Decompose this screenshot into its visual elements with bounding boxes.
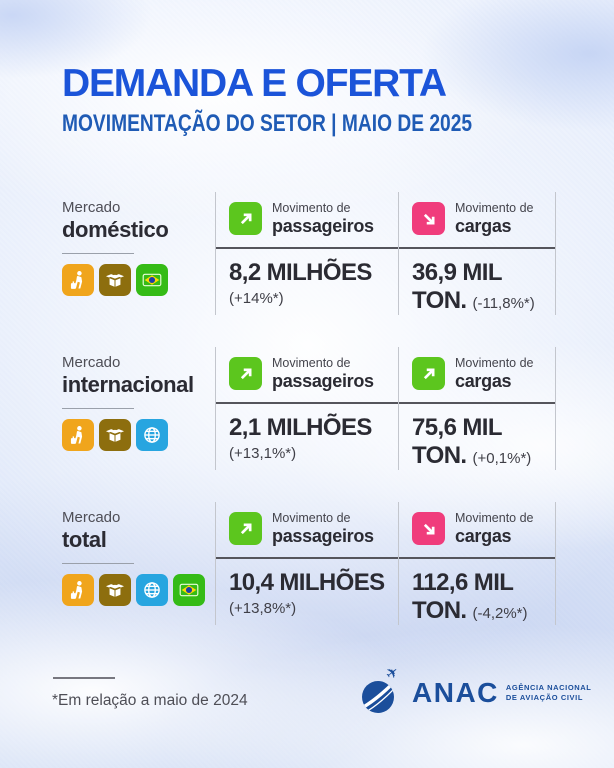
cargo-stat [398,192,555,315]
airplane-icon: ✈ [382,662,403,684]
globe-icon [136,419,168,451]
passengers-stat [215,502,398,625]
market-label-name: total [62,526,107,552]
header-text [272,511,374,547]
footnote: *Em relação a maio de 2024 [52,692,248,709]
passengers-value [216,559,398,617]
value-line2 [412,442,555,470]
passenger-icon [62,574,94,606]
passengers-header [216,192,398,249]
delta-text: (+13,1%*) [229,445,297,462]
anac-subtitle-line1: AGÊNCIA NACIONAL [505,683,592,693]
cargo-header [399,502,555,559]
header-small: Movimento de [272,201,351,215]
anac-globe-icon [358,662,406,718]
value-text: 2,1 MILHÕES [229,413,372,441]
page-title: DEMANDA E OFERTA [62,62,446,105]
footnote-divider [53,677,115,679]
trend-up-icon [229,357,262,390]
passengers-stat [215,347,398,470]
trend-up-icon [229,202,262,235]
header-bold: passageiros [272,371,374,391]
cargo-box-icon [99,264,131,296]
market-label [62,510,205,606]
label-divider [62,563,134,564]
passenger-icon [62,264,94,296]
trend-up-icon [229,512,262,545]
value-line2 [412,287,555,315]
cargo-box-icon [99,419,131,451]
section-internacional [0,347,614,477]
anac-logo [358,662,592,718]
header-small: Movimento de [455,201,534,215]
section-total [0,502,614,632]
stats-grid [215,192,556,315]
market-label-small: Mercado [62,509,121,526]
delta-text: (+13,8%*) [229,600,297,617]
cargo-value [399,559,555,626]
header-text [455,356,534,392]
cargo-stat [398,347,555,470]
globe-icon [136,574,168,606]
market-label-name: doméstico [62,216,169,242]
delta-text: (-11,8%*) [472,295,535,312]
value-text: 8,2 MILHÕES [229,258,372,286]
market-label [62,355,194,451]
anac-wordmark: ANAC [412,677,499,708]
delta-text: (+14%*) [229,290,284,307]
anac-subtitle [506,683,592,703]
trend-up-icon [412,357,445,390]
market-icons [62,264,168,296]
header-text [272,201,374,237]
header-small: Movimento de [455,511,534,525]
value-text: 75,6 MIL [412,413,502,441]
market-label-name: internacional [62,371,194,397]
page-subtitle: MOVIMENTAÇÃO DO SETOR | MAIO DE 2025 [62,109,473,137]
value-unit: TON. [412,442,467,469]
header-small: Movimento de [272,511,351,525]
trend-down-icon [412,202,445,235]
market-label-small: Mercado [62,199,121,216]
delta-text: (+0,1%*) [472,450,532,467]
value-unit: TON. [412,597,467,624]
label-divider [62,408,134,409]
anac-subtitle-line2: DE AVIAÇÃO CIVIL [505,693,583,702]
value-text: 10,4 MILHÕES [229,568,385,596]
header-bold: passageiros [272,526,374,546]
cargo-box-icon [99,574,131,606]
section-domestico [0,192,614,322]
value-text: 112,6 MIL [412,568,514,596]
header-small: Movimento de [455,356,534,370]
value-line2 [412,597,555,625]
stats-grid [215,502,556,625]
header-bold: cargas [455,216,512,236]
market-label [62,200,168,296]
passengers-stat [215,192,398,315]
brazil-flag-icon [173,574,205,606]
header [62,64,575,138]
delta-text: (-4,2%*) [472,605,528,622]
passengers-value [216,404,398,462]
market-label-small: Mercado [62,354,121,371]
header-text [272,356,374,392]
header-bold: cargas [455,526,512,546]
cargo-header [399,347,555,404]
cargo-value [399,404,555,471]
market-icons [62,419,194,451]
passengers-header [216,347,398,404]
brazil-flag-icon [136,264,168,296]
header-small: Movimento de [272,356,351,370]
header-bold: cargas [455,371,512,391]
passengers-header [216,502,398,559]
passengers-value [216,249,398,307]
cargo-value [399,249,555,316]
trend-down-icon [412,512,445,545]
cargo-header [399,192,555,249]
label-divider [62,253,134,254]
header-text [455,511,534,547]
market-icons [62,574,205,606]
value-unit: TON. [412,287,467,314]
header-text [455,201,534,237]
stats-grid [215,347,556,470]
value-text: 36,9 MIL [412,258,502,286]
passenger-icon [62,419,94,451]
header-bold: passageiros [272,216,374,236]
cargo-stat [398,502,555,625]
